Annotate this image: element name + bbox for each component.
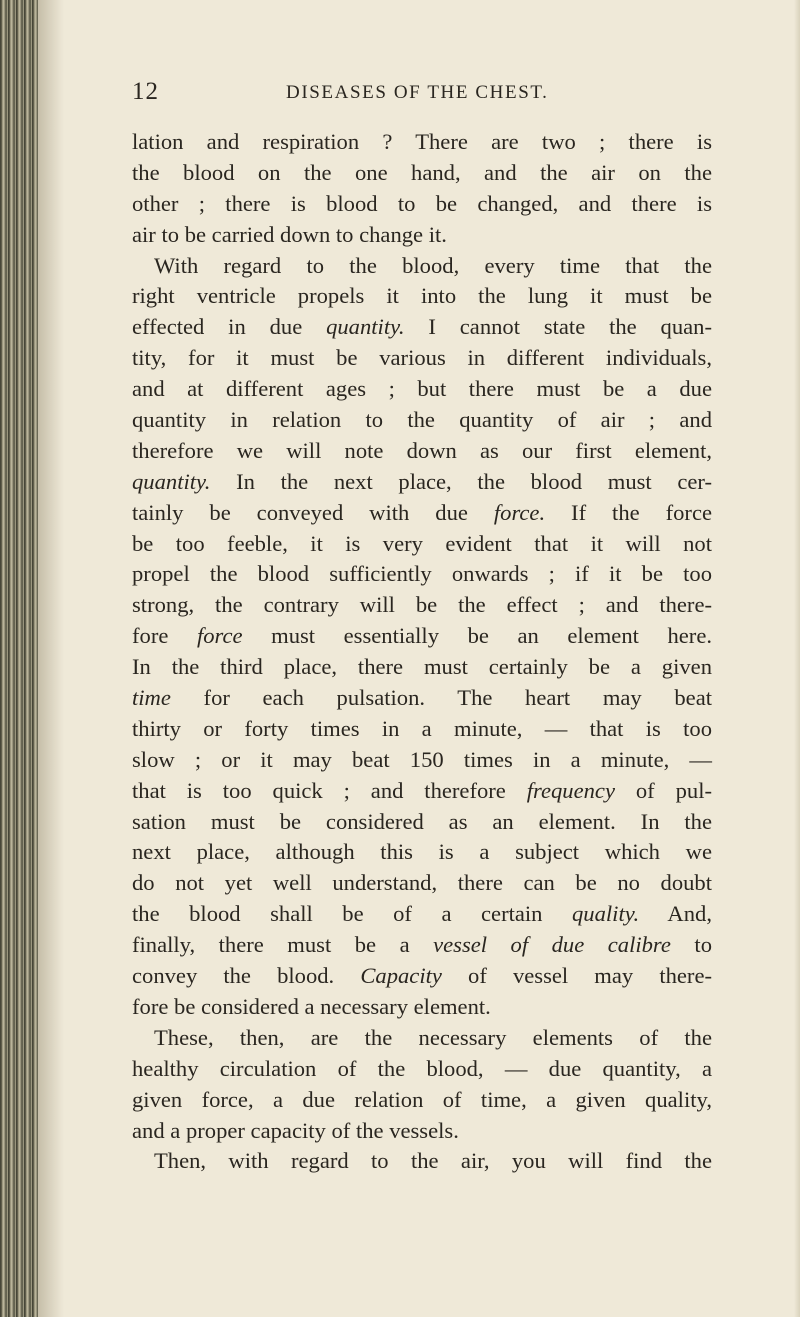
emphasis: vessel of due calibre	[433, 932, 671, 958]
page-number: 12	[132, 78, 159, 105]
text-line: finally, there must be a vessel of due calibre to	[132, 932, 712, 958]
text-line: that is too quick ; and therefore frequency of pul-	[132, 777, 712, 803]
emphasis: force.	[493, 499, 546, 525]
body-text	[132, 127, 712, 1177]
text-line: In the third place, there must certainly be a given	[132, 654, 712, 680]
text-line: the blood shall be of a certain quality. And,	[132, 901, 712, 927]
page-header	[132, 78, 742, 118]
emphasis: force	[196, 623, 243, 649]
text-line: fore be considered a necessary element.	[132, 993, 491, 1019]
running-head: DISEASES OF THE CHEST.	[286, 82, 549, 103]
text-line: next place, although this is a subject which we	[132, 839, 712, 865]
emphasis: quality.	[572, 901, 640, 927]
text-line: right ventricle propels it into the lung it must be	[132, 283, 712, 309]
text-line: and at different ages ; but there must be a due	[132, 376, 712, 402]
text-line: other ; there is blood to be changed, and there is	[132, 190, 712, 216]
text-line: the blood on the one hand, and the air on the	[132, 159, 712, 185]
text-line: With regard to the blood, every time that the	[154, 252, 712, 278]
text-line: time for each pulsation. The heart may beat	[132, 685, 712, 711]
text-line: be too feeble, it is very evident that it will not	[132, 530, 712, 556]
emphasis: quantity.	[326, 314, 405, 340]
text-line: air to be carried down to change it.	[132, 221, 447, 247]
text-line: given force, a due relation of time, a given quality,	[132, 1086, 712, 1112]
text-line: convey the blood. Capacity of vessel may there-	[132, 963, 712, 989]
gutter-shadow	[38, 0, 64, 1317]
emphasis: time	[132, 685, 171, 711]
text-line: Then, with regard to the air, you will find the	[154, 1148, 712, 1174]
text-line: quantity. In the next place, the blood must cer-	[132, 468, 712, 494]
text-line: and a proper capacity of the vessels.	[132, 1117, 459, 1143]
text-line: healthy circulation of the blood, — due quantity, a	[132, 1055, 712, 1081]
book-binding-edge	[0, 0, 38, 1317]
text-line: effected in due quantity. I cannot state the quan-	[132, 314, 712, 340]
text-line: strong, the contrary will be the effect ; and there-	[132, 592, 712, 618]
text-line: fore force must essentially be an element here.	[132, 623, 712, 649]
text-line: thirty or forty times in a minute, — that is too	[132, 715, 712, 741]
page-edge	[794, 0, 800, 1317]
text-line: propel the blood sufficiently onwards ; if it be too	[132, 561, 712, 587]
text-line: therefore we will note down as our first element,	[132, 437, 712, 463]
text-line: slow ; or it may beat 150 times in a minute, —	[132, 746, 712, 772]
text-line: tainly be conveyed with due force. If the force	[132, 499, 712, 525]
emphasis: Capacity	[360, 963, 442, 989]
text-line: tity, for it must be various in different individuals,	[132, 345, 712, 371]
text-line: quantity in relation to the quantity of air ; and	[132, 407, 712, 433]
text-line: These, then, are the necessary elements of the	[154, 1024, 712, 1050]
text-line: do not yet well understand, there can be no doubt	[132, 870, 712, 896]
emphasis: frequency	[526, 777, 615, 803]
text-line: lation and respiration ? There are two ; there is	[132, 129, 712, 154]
text-line: sation must be considered as an element. In the	[132, 808, 712, 834]
emphasis: quantity.	[132, 468, 211, 494]
